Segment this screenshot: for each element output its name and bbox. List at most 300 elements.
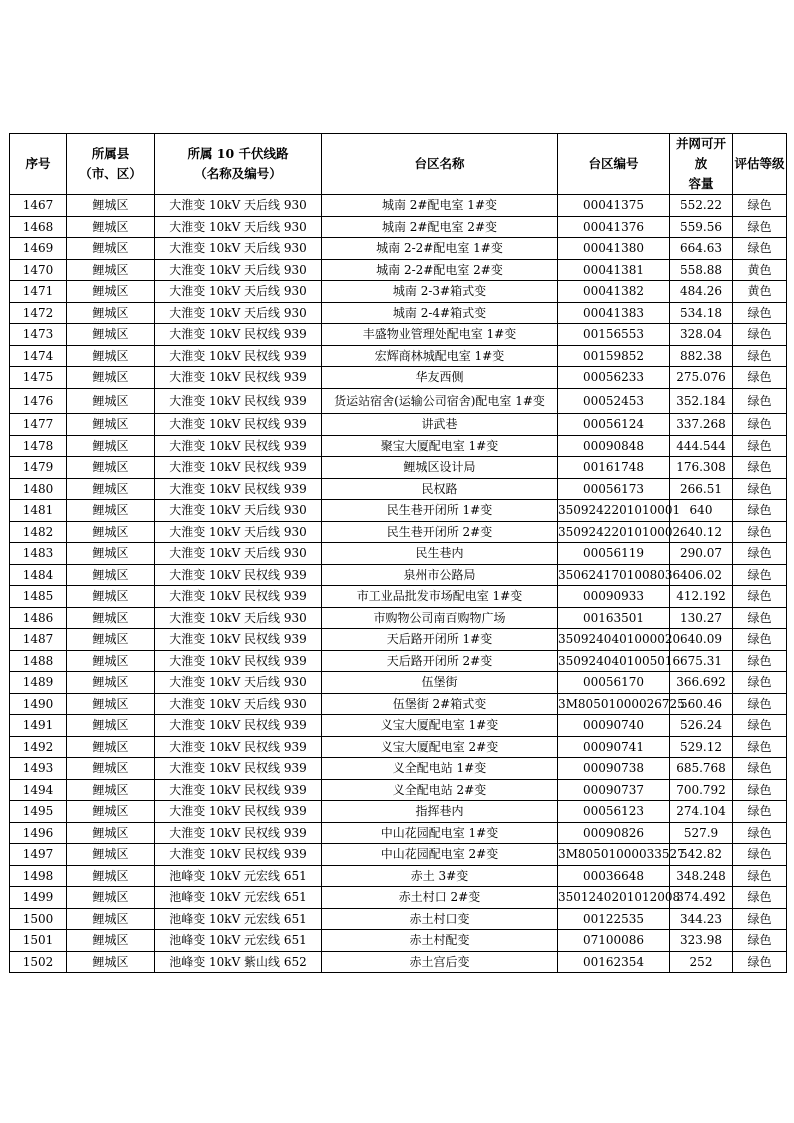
cell-capacity: 527.9 (670, 822, 733, 844)
header-area-name-label: 台区名称 (414, 156, 465, 171)
cell-line: 大淮变 10kV 民权线 939 (155, 478, 322, 500)
cell-line: 大淮变 10kV 民权线 939 (155, 801, 322, 823)
cell-county: 鲤城区 (67, 930, 155, 952)
table-row (10, 521, 787, 543)
table-row (10, 435, 787, 457)
cell-area-code: 3509242201010001 (558, 500, 670, 522)
cell-county: 鲤城区 (67, 521, 155, 543)
header-line-line2: （名称及编号） (194, 166, 282, 181)
cell-seq: 1489 (10, 672, 67, 694)
cell-county: 鲤城区 (67, 865, 155, 887)
cell-grade: 绿色 (733, 844, 787, 866)
cell-area-name: 民权路 (322, 478, 558, 500)
cell-area-name: 伍堡街 2#箱式变 (322, 693, 558, 715)
cell-capacity: 290.07 (670, 543, 733, 565)
cell-county: 鲤城区 (67, 345, 155, 367)
cell-grade: 绿色 (733, 238, 787, 260)
cell-grade: 黄色 (733, 281, 787, 303)
cell-grade: 绿色 (733, 715, 787, 737)
cell-line: 大淮变 10kV 民权线 939 (155, 779, 322, 801)
cell-area-code: 00052453 (558, 388, 670, 414)
cell-seq: 1469 (10, 238, 67, 260)
cell-area-code: 00090933 (558, 586, 670, 608)
cell-line: 大淮变 10kV 天后线 930 (155, 302, 322, 324)
cell-area-code: 00056119 (558, 543, 670, 565)
cell-line: 大淮变 10kV 天后线 930 (155, 238, 322, 260)
header-county-line1: 所属县 (91, 146, 130, 161)
header-county (67, 134, 155, 195)
cell-seq: 1467 (10, 195, 67, 217)
cell-seq: 1468 (10, 216, 67, 238)
cell-area-name: 民生巷开闭所 1#变 (322, 500, 558, 522)
cell-county: 鲤城区 (67, 435, 155, 457)
cell-area-name: 聚宝大厦配电室 1#变 (322, 435, 558, 457)
cell-area-code: 3M80501000026725 (558, 693, 670, 715)
cell-line: 大淮变 10kV 天后线 930 (155, 216, 322, 238)
header-row (10, 134, 787, 195)
table-row (10, 216, 787, 238)
cell-county: 鲤城区 (67, 367, 155, 389)
cell-area-name: 市工业品批发市场配电室 1#变 (322, 586, 558, 608)
cell-line: 大淮变 10kV 民权线 939 (155, 736, 322, 758)
table-row (10, 586, 787, 608)
cell-grade: 绿色 (733, 650, 787, 672)
cell-area-name: 城南 2-2#配电室 1#变 (322, 238, 558, 260)
cell-line: 大淮变 10kV 民权线 939 (155, 345, 322, 367)
cell-area-name: 城南 2#配电室 2#变 (322, 216, 558, 238)
table-row (10, 543, 787, 565)
cell-area-code: 00041381 (558, 259, 670, 281)
cell-capacity: 352.184 (670, 388, 733, 414)
table-row (10, 779, 787, 801)
cell-capacity: 559.56 (670, 216, 733, 238)
cell-county: 鲤城区 (67, 951, 155, 973)
cell-line: 大淮变 10kV 天后线 930 (155, 195, 322, 217)
cell-line: 大淮变 10kV 民权线 939 (155, 586, 322, 608)
cell-area-code: 00056123 (558, 801, 670, 823)
cell-grade: 绿色 (733, 195, 787, 217)
cell-grade: 绿色 (733, 302, 787, 324)
cell-area-code: 00056170 (558, 672, 670, 694)
cell-county: 鲤城区 (67, 457, 155, 479)
cell-line: 大淮变 10kV 天后线 930 (155, 607, 322, 629)
header-capacity-line2: 容量 (688, 176, 714, 191)
table-row (10, 672, 787, 694)
cell-area-code: 00041382 (558, 281, 670, 303)
cell-seq: 1495 (10, 801, 67, 823)
header-area-code (558, 134, 670, 195)
header-seq-label: 序号 (25, 156, 51, 171)
cell-area-code: 3M80501000033527 (558, 844, 670, 866)
cell-line: 大淮变 10kV 民权线 939 (155, 564, 322, 586)
cell-area-code: 00056124 (558, 414, 670, 436)
cell-capacity: 640.12 (670, 521, 733, 543)
cell-area-code: 3501240201012008 (558, 887, 670, 909)
cell-area-name: 赤土村口 2#变 (322, 887, 558, 909)
table-header (10, 134, 787, 195)
cell-area-code: 00156553 (558, 324, 670, 346)
cell-line: 池峰变 10kV 元宏线 651 (155, 930, 322, 952)
cell-area-code: 00056173 (558, 478, 670, 500)
table-body (10, 195, 787, 973)
table-row (10, 564, 787, 586)
cell-area-name: 城南 2#配电室 1#变 (322, 195, 558, 217)
cell-seq: 1473 (10, 324, 67, 346)
cell-county: 鲤城区 (67, 801, 155, 823)
cell-county: 鲤城区 (67, 324, 155, 346)
cell-capacity: 484.26 (670, 281, 733, 303)
cell-line: 大淮变 10kV 民权线 939 (155, 367, 322, 389)
table-row (10, 195, 787, 217)
cell-line: 大淮变 10kV 天后线 930 (155, 693, 322, 715)
table-row (10, 500, 787, 522)
header-grade-label: 评估等级 (734, 156, 785, 171)
cell-area-name: 义宝大厦配电室 2#变 (322, 736, 558, 758)
cell-grade: 绿色 (733, 887, 787, 909)
cell-grade: 绿色 (733, 629, 787, 651)
cell-area-name: 天后路开闭所 2#变 (322, 650, 558, 672)
cell-seq: 1474 (10, 345, 67, 367)
cell-grade: 绿色 (733, 908, 787, 930)
header-capacity (670, 134, 733, 195)
cell-county: 鲤城区 (67, 564, 155, 586)
cell-line: 大淮变 10kV 民权线 939 (155, 324, 322, 346)
table-row (10, 281, 787, 303)
cell-grade: 绿色 (733, 822, 787, 844)
table-row (10, 715, 787, 737)
cell-seq: 1476 (10, 388, 67, 414)
table-row (10, 388, 787, 414)
cell-area-code: 00159852 (558, 345, 670, 367)
table-row (10, 887, 787, 909)
table-row (10, 629, 787, 651)
cell-county: 鲤城区 (67, 822, 155, 844)
header-area-name (322, 134, 558, 195)
cell-area-code: 00041375 (558, 195, 670, 217)
cell-county: 鲤城区 (67, 238, 155, 260)
cell-seq: 1475 (10, 367, 67, 389)
cell-area-name: 讲武巷 (322, 414, 558, 436)
cell-seq: 1502 (10, 951, 67, 973)
cell-grade: 黄色 (733, 259, 787, 281)
cell-capacity: 252 (670, 951, 733, 973)
cell-grade: 绿色 (733, 521, 787, 543)
cell-capacity: 328.04 (670, 324, 733, 346)
cell-area-name: 民生巷内 (322, 543, 558, 565)
cell-capacity: 675.31 (670, 650, 733, 672)
cell-county: 鲤城区 (67, 779, 155, 801)
cell-county: 鲤城区 (67, 302, 155, 324)
cell-county: 鲤城区 (67, 715, 155, 737)
cell-line: 大淮变 10kV 天后线 930 (155, 543, 322, 565)
cell-grade: 绿色 (733, 367, 787, 389)
cell-area-code: 00090737 (558, 779, 670, 801)
cell-county: 鲤城区 (67, 281, 155, 303)
cell-county: 鲤城区 (67, 650, 155, 672)
cell-capacity: 560.46 (670, 693, 733, 715)
table-row (10, 930, 787, 952)
cell-area-code: 00056233 (558, 367, 670, 389)
table-row (10, 457, 787, 479)
cell-seq: 1498 (10, 865, 67, 887)
cell-capacity: 700.792 (670, 779, 733, 801)
table-row (10, 650, 787, 672)
cell-capacity: 664.63 (670, 238, 733, 260)
cell-grade: 绿色 (733, 930, 787, 952)
table-row (10, 345, 787, 367)
cell-capacity: 406.02 (670, 564, 733, 586)
cell-capacity: 640.09 (670, 629, 733, 651)
cell-line: 大淮变 10kV 民权线 939 (155, 414, 322, 436)
cell-seq: 1492 (10, 736, 67, 758)
cell-area-name: 义全配电站 2#变 (322, 779, 558, 801)
cell-line: 大淮变 10kV 天后线 930 (155, 500, 322, 522)
cell-seq: 1479 (10, 457, 67, 479)
table-row (10, 693, 787, 715)
cell-line: 大淮变 10kV 民权线 939 (155, 629, 322, 651)
cell-grade: 绿色 (733, 478, 787, 500)
cell-line: 大淮变 10kV 民权线 939 (155, 715, 322, 737)
cell-grade: 绿色 (733, 607, 787, 629)
cell-seq: 1485 (10, 586, 67, 608)
cell-line: 大淮变 10kV 民权线 939 (155, 435, 322, 457)
cell-capacity: 274.104 (670, 801, 733, 823)
cell-grade: 绿色 (733, 736, 787, 758)
cell-line: 大淮变 10kV 民权线 939 (155, 758, 322, 780)
cell-area-name: 中山花园配电室 1#变 (322, 822, 558, 844)
cell-county: 鲤城区 (67, 844, 155, 866)
table-row (10, 801, 787, 823)
cell-area-code: 3509240401000020 (558, 629, 670, 651)
cell-county: 鲤城区 (67, 216, 155, 238)
cell-seq: 1477 (10, 414, 67, 436)
cell-seq: 1486 (10, 607, 67, 629)
header-county-line2: （市、区） (79, 166, 142, 181)
cell-seq: 1487 (10, 629, 67, 651)
cell-county: 鲤城区 (67, 693, 155, 715)
cell-capacity: 366.692 (670, 672, 733, 694)
cell-area-code: 00162354 (558, 951, 670, 973)
cell-seq: 1481 (10, 500, 67, 522)
cell-grade: 绿色 (733, 543, 787, 565)
header-capacity-line1: 并网可开放 (675, 136, 726, 171)
table-row (10, 908, 787, 930)
cell-capacity: 344.23 (670, 908, 733, 930)
header-grade (733, 134, 787, 195)
cell-county: 鲤城区 (67, 758, 155, 780)
cell-capacity: 882.38 (670, 345, 733, 367)
capacity-table (9, 133, 787, 973)
cell-line: 大淮变 10kV 民权线 939 (155, 844, 322, 866)
cell-grade: 绿色 (733, 693, 787, 715)
cell-grade: 绿色 (733, 865, 787, 887)
cell-county: 鲤城区 (67, 736, 155, 758)
cell-line: 大淮变 10kV 民权线 939 (155, 822, 322, 844)
table-row (10, 414, 787, 436)
cell-line: 大淮变 10kV 天后线 930 (155, 521, 322, 543)
cell-area-name: 华友西侧 (322, 367, 558, 389)
table-row (10, 822, 787, 844)
cell-line: 大淮变 10kV 民权线 939 (155, 457, 322, 479)
cell-area-name: 泉州市公路局 (322, 564, 558, 586)
cell-line: 池峰变 10kV 元宏线 651 (155, 865, 322, 887)
cell-capacity: 558.88 (670, 259, 733, 281)
cell-seq: 1494 (10, 779, 67, 801)
cell-capacity: 275.076 (670, 367, 733, 389)
cell-seq: 1501 (10, 930, 67, 952)
cell-grade: 绿色 (733, 586, 787, 608)
table-row (10, 844, 787, 866)
cell-county: 鲤城区 (67, 478, 155, 500)
table-row (10, 238, 787, 260)
cell-county: 鲤城区 (67, 195, 155, 217)
header-line-line1: 所属 10 千伏线路 (187, 146, 289, 161)
header-area-code-label: 台区编号 (588, 156, 639, 171)
cell-seq: 1490 (10, 693, 67, 715)
table-row (10, 478, 787, 500)
cell-seq: 1500 (10, 908, 67, 930)
cell-grade: 绿色 (733, 672, 787, 694)
cell-grade: 绿色 (733, 324, 787, 346)
cell-county: 鲤城区 (67, 500, 155, 522)
cell-seq: 1491 (10, 715, 67, 737)
cell-area-name: 民生巷开闭所 2#变 (322, 521, 558, 543)
cell-area-name: 货运站宿舍(运输公司宿舍)配电室 1#变 (322, 388, 558, 414)
cell-county: 鲤城区 (67, 629, 155, 651)
cell-county: 鲤城区 (67, 586, 155, 608)
cell-grade: 绿色 (733, 345, 787, 367)
cell-area-name: 丰盛物业管理处配电室 1#变 (322, 324, 558, 346)
cell-county: 鲤城区 (67, 543, 155, 565)
cell-county: 鲤城区 (67, 908, 155, 930)
cell-seq: 1472 (10, 302, 67, 324)
cell-county: 鲤城区 (67, 607, 155, 629)
cell-area-code: 00041383 (558, 302, 670, 324)
cell-line: 大淮变 10kV 民权线 939 (155, 388, 322, 414)
cell-line: 池峰变 10kV 元宏线 651 (155, 908, 322, 930)
cell-capacity: 323.98 (670, 930, 733, 952)
cell-seq: 1484 (10, 564, 67, 586)
cell-area-code: 00090738 (558, 758, 670, 780)
cell-area-name: 赤土 3#变 (322, 865, 558, 887)
cell-seq: 1496 (10, 822, 67, 844)
cell-area-code: 3506241701008036 (558, 564, 670, 586)
cell-area-code: 3509240401005016 (558, 650, 670, 672)
cell-area-code: 00090741 (558, 736, 670, 758)
cell-area-code: 00090826 (558, 822, 670, 844)
cell-county: 鲤城区 (67, 672, 155, 694)
cell-line: 池峰变 10kV 元宏线 651 (155, 887, 322, 909)
table-row (10, 302, 787, 324)
cell-seq: 1493 (10, 758, 67, 780)
cell-grade: 绿色 (733, 500, 787, 522)
cell-seq: 1470 (10, 259, 67, 281)
cell-area-name: 赤土宫后变 (322, 951, 558, 973)
header-seq (10, 134, 67, 195)
cell-area-name: 鲤城区设计局 (322, 457, 558, 479)
cell-grade: 绿色 (733, 216, 787, 238)
cell-area-name: 赤土村配变 (322, 930, 558, 952)
cell-grade: 绿色 (733, 457, 787, 479)
cell-line: 大淮变 10kV 天后线 930 (155, 259, 322, 281)
cell-seq: 1482 (10, 521, 67, 543)
cell-area-name: 义宝大厦配电室 1#变 (322, 715, 558, 737)
cell-area-code: 00090740 (558, 715, 670, 737)
cell-capacity: 552.22 (670, 195, 733, 217)
cell-line: 大淮变 10kV 天后线 930 (155, 281, 322, 303)
cell-seq: 1483 (10, 543, 67, 565)
cell-line: 大淮变 10kV 民权线 939 (155, 650, 322, 672)
table-row (10, 951, 787, 973)
cell-grade: 绿色 (733, 951, 787, 973)
cell-capacity: 176.308 (670, 457, 733, 479)
cell-capacity: 130.27 (670, 607, 733, 629)
cell-grade: 绿色 (733, 758, 787, 780)
table-row (10, 324, 787, 346)
cell-area-code: 00163501 (558, 607, 670, 629)
cell-area-name: 赤土村口变 (322, 908, 558, 930)
cell-grade: 绿色 (733, 388, 787, 414)
cell-area-name: 市购物公司南百购物广场 (322, 607, 558, 629)
cell-capacity: 685.768 (670, 758, 733, 780)
cell-area-name: 义全配电站 1#变 (322, 758, 558, 780)
cell-capacity: 542.82 (670, 844, 733, 866)
cell-area-code: 07100086 (558, 930, 670, 952)
cell-capacity: 640 (670, 500, 733, 522)
cell-grade: 绿色 (733, 414, 787, 436)
cell-capacity: 337.268 (670, 414, 733, 436)
cell-capacity: 412.192 (670, 586, 733, 608)
cell-area-code: 00161748 (558, 457, 670, 479)
table-row (10, 259, 787, 281)
cell-capacity: 374.492 (670, 887, 733, 909)
table-row (10, 758, 787, 780)
table-row (10, 367, 787, 389)
cell-capacity: 348.248 (670, 865, 733, 887)
cell-capacity: 526.24 (670, 715, 733, 737)
cell-seq: 1471 (10, 281, 67, 303)
cell-area-name: 宏辉商林城配电室 1#变 (322, 345, 558, 367)
cell-seq: 1478 (10, 435, 67, 457)
cell-area-code: 00036648 (558, 865, 670, 887)
cell-area-code: 00122535 (558, 908, 670, 930)
cell-area-code: 3509242201010002 (558, 521, 670, 543)
cell-area-code: 00090848 (558, 435, 670, 457)
cell-area-code: 00041376 (558, 216, 670, 238)
cell-area-name: 天后路开闭所 1#变 (322, 629, 558, 651)
cell-area-name: 城南 2-2#配电室 2#变 (322, 259, 558, 281)
cell-area-name: 伍堡街 (322, 672, 558, 694)
header-line (155, 134, 322, 195)
cell-line: 池峰变 10kV 紫山线 652 (155, 951, 322, 973)
cell-capacity: 529.12 (670, 736, 733, 758)
cell-grade: 绿色 (733, 564, 787, 586)
cell-capacity: 444.544 (670, 435, 733, 457)
cell-seq: 1499 (10, 887, 67, 909)
cell-line: 大淮变 10kV 天后线 930 (155, 672, 322, 694)
cell-area-name: 城南 2-4#箱式变 (322, 302, 558, 324)
table-row (10, 736, 787, 758)
cell-seq: 1497 (10, 844, 67, 866)
cell-county: 鲤城区 (67, 414, 155, 436)
cell-grade: 绿色 (733, 435, 787, 457)
cell-seq: 1480 (10, 478, 67, 500)
cell-county: 鲤城区 (67, 388, 155, 414)
cell-grade: 绿色 (733, 779, 787, 801)
cell-grade: 绿色 (733, 801, 787, 823)
table-row (10, 865, 787, 887)
cell-area-code: 00041380 (558, 238, 670, 260)
